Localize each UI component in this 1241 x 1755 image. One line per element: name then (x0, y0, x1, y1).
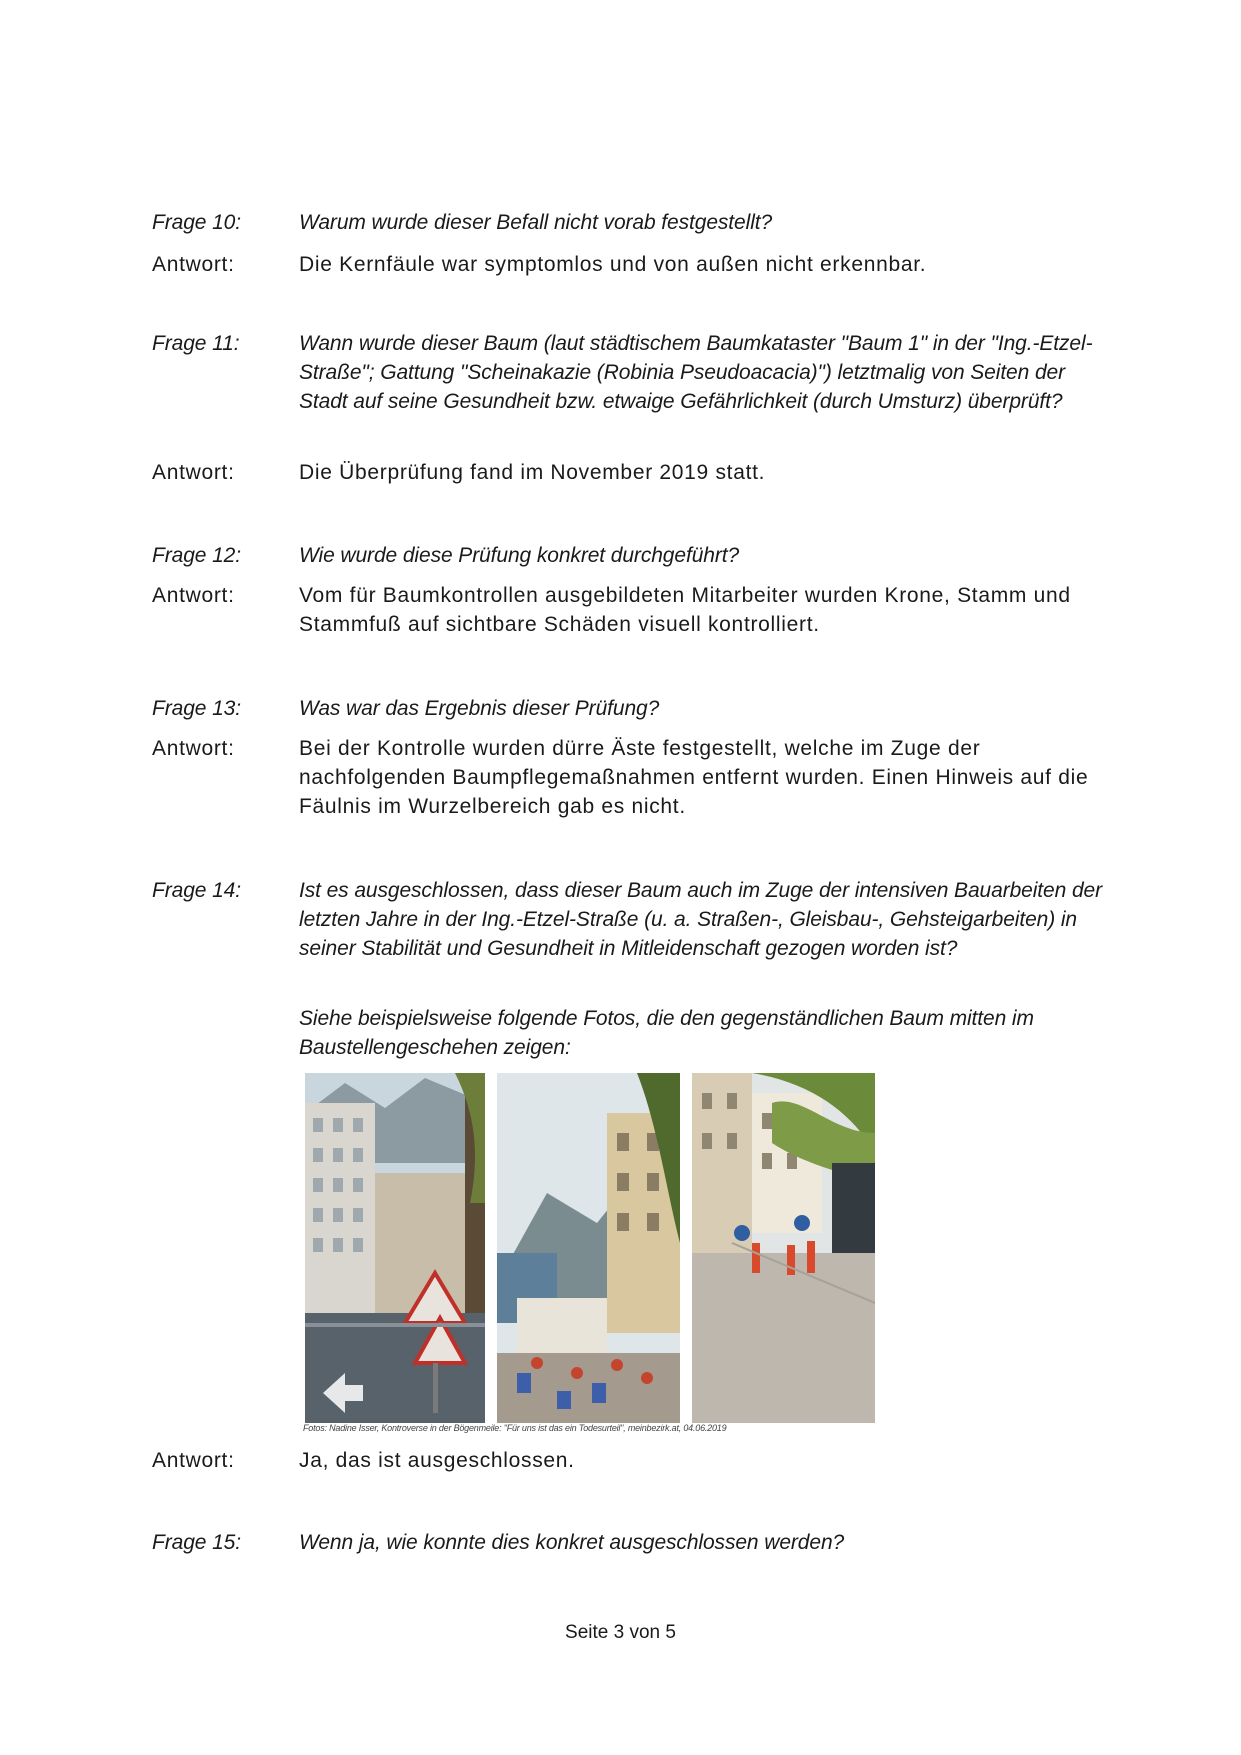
question-label: Frage 10: (152, 211, 241, 234)
page-number: Seite 3 von 5 (565, 1622, 676, 1643)
construction-photos (301, 1073, 875, 1436)
photo-street-left (305, 1073, 485, 1423)
photo-street-right (692, 1073, 875, 1423)
question-text: Warum wurde dieser Befall nicht vorab festgestellt? (299, 211, 773, 234)
question-text: Wann wurde dieser Baum (laut städtischem Baumkataster "Baum 1" in der "Ing.-Etzel-Straße"; Gattung "Scheinakazie (Robinia Pseudoacacia)") letztmalig von Seiten der Stadt auf seine Gesundheit bzw. etwaige Gefährlichkeit (durch Umsturz) überprüft? (299, 332, 1093, 413)
answer-label: Antwort: (152, 461, 235, 484)
question-label: Frage 13: (152, 697, 241, 720)
answer-label: Antwort: (152, 737, 235, 760)
answer-text: Ja, das ist ausgeschlossen. (299, 1449, 575, 1472)
answer-label: Antwort: (152, 1449, 235, 1472)
answer-label: Antwort: (152, 584, 235, 607)
question-text: Was war das Ergebnis dieser Prüfung? (299, 697, 660, 720)
answer-text: Vom für Baumkontrollen ausgebildeten Mitarbeiter wurden Krone, Stamm und Stammfuß auf sichtbare Schäden visuell kontrolliert. (299, 584, 1071, 636)
answer-text: Die Kernfäule war symptomlos und von außen nicht erkennbar. (299, 253, 927, 276)
question-label: Frage 12: (152, 544, 241, 567)
question-text: Wenn ja, wie konnte dies konkret ausgeschlossen werden? (299, 1531, 845, 1554)
answer-text: Die Überprüfung fand im November 2019 statt. (299, 461, 766, 484)
answer-label: Antwort: (152, 253, 235, 276)
question-label: Frage 15: (152, 1531, 241, 1554)
question-label: Frage 14: (152, 879, 241, 902)
question-label: Frage 11: (152, 332, 240, 355)
photo-caption: Fotos: Nadine Isser, Kontroverse in der Bögenmeile: "Für uns ist das ein Todesurteil", meinbezirk.at, 04.06.2019 (303, 1423, 727, 1433)
question-text: Wie wurde diese Prüfung konkret durchgeführt? (299, 544, 740, 567)
question-note: Siehe beispielsweise folgende Fotos, die den gegenständlichen Baum mitten im Baustellengeschehen zeigen: (299, 1007, 1034, 1059)
answer-text: Bei der Kontrolle wurden dürre Äste festgestellt, welche im Zuge der nachfolgenden Baumpflegemaßnahmen entfernt wurden. Einen Hinweis auf die Fäulnis im Wurzelbereich gab es nicht. (299, 737, 1089, 818)
question-text: Ist es ausgeschlossen, dass dieser Baum auch im Zuge der intensiven Bauarbeiten der letzten Jahre in der Ing.-Etzel-Straße (u. a. Straßen-, Gleisbau-, Gehsteigarbeiten) in seiner Stabilität und Gesundheit in Mitleidenschaft gezogen worden ist? (299, 879, 1102, 960)
photo-plaza-center (497, 1073, 680, 1423)
